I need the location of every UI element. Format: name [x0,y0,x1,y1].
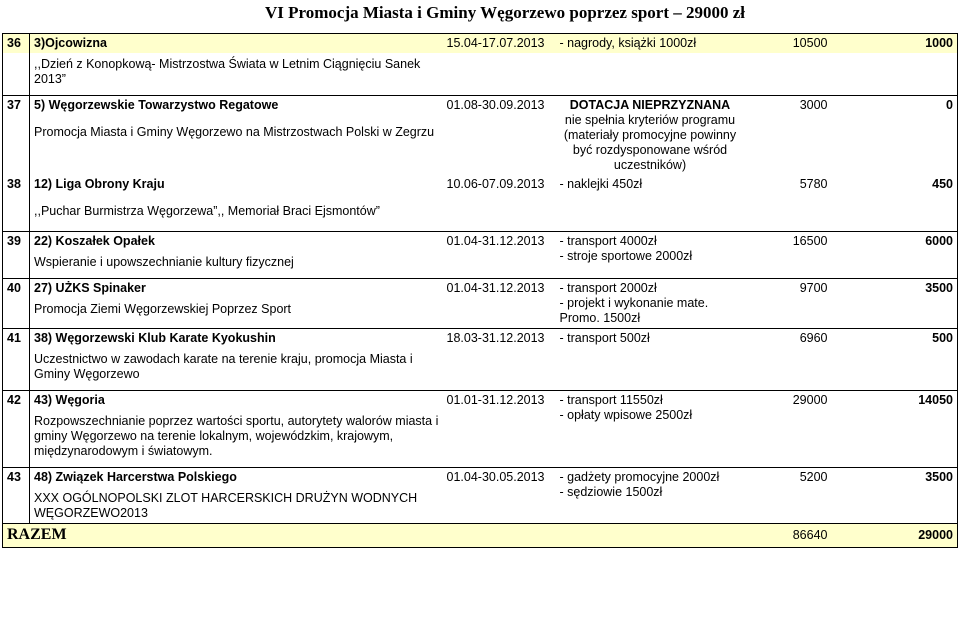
note-line: - transport 2000zł [559,281,657,295]
org-name: 48) Związek Harcerstwa Polskiego [34,470,237,484]
date-range: 15.04-17.07.2013 [443,34,556,54]
date-range: 01.04-30.05.2013 [443,468,556,524]
requested-amount: 9700 [745,279,832,329]
date-range: 01.08-30.09.2013 [446,98,545,112]
total-granted: 29000 [832,524,958,548]
table-row [3,232,958,279]
project-description: Promocja Ziemi Węgorzewskiej Poprzez Sport [34,302,292,316]
row-number: 42 [3,391,30,468]
granted-amount: 3500 [832,279,958,329]
requested-amount: 16500 [745,232,832,279]
org-name: 22) Koszałek Opałek [34,234,155,248]
note-line: - stroje sportowe 2000zł [559,249,693,263]
org-name: 43) Węgoria [34,393,105,407]
granted-amount: 3500 [832,468,958,524]
note-line: - transport 500zł [559,331,650,345]
granted-amount: 1000 [832,34,958,54]
note-line: - nagrody, książki 1000zł [559,36,697,50]
org-name: 38) Węgorzewski Klub Karate Kyokushin [34,331,276,345]
project-description: XXX OGÓLNOPOLSKI ZLOT HARCERSKICH DRUŻYN WODNYCH WĘGORZEWO2013 [34,491,418,520]
org-name: 12) Liga Obrony Kraju [34,177,165,191]
note-line: - gadżety promocyjne 2000zł [559,470,720,484]
total-label: RAZEM [7,526,67,543]
total-row [3,524,958,548]
total-requested: 86640 [745,524,832,548]
note-line: - naklejki 450zł [559,177,643,191]
project-description: Wspieranie i upowszechnianie kultury fizycznej [34,255,294,269]
granted-amount: 450 [832,175,958,232]
note-line: - transport 11550zł [559,393,663,407]
table-row [3,391,958,468]
date-range: 10.06-07.09.2013 [446,177,545,191]
org-name: 3)Ojcowizna [34,36,107,50]
note-line: - opłaty wpisowe 2500zł [559,408,693,422]
requested-amount: 6960 [745,329,832,391]
table-row [3,175,958,232]
project-description: Uczestnictwo w zawodach karate na terenie kraju, promocja Miasta i Gminy Węgorzewo [34,352,413,381]
granted-amount: 14050 [832,391,958,468]
note-line: nie spełnia kryteriów programu (materiały promocyjne powinny być rozdysponowane wśród uczestników) [563,113,737,172]
table-row [3,53,958,96]
org-name: 5) Węgorzewskie Towarzystwo Regatowe [34,98,279,112]
requested-amount: 3000 [799,98,828,112]
project-description: ,,Dzień z Konopkową- Mistrzostwa Świata w Letnim Ciągnięciu Sanek 2013” [34,57,421,86]
table-row [3,279,958,329]
project-description: Rozpowszechnianie poprzez wartości sportu, autorytety walorów miasta i gminy Węgorzewo na terenie lokalnym, wojewódzkim, krajowym, międzynarodowym i światowym. [34,414,439,458]
table-row [3,468,958,524]
date-range: 01.04-31.12.2013 [443,232,556,279]
rejection-title: DOTACJA NIEPRZYZNANA [569,98,731,112]
granted-amount: 500 [832,329,958,391]
date-range: 01.04-31.12.2013 [443,279,556,329]
row-number: 37 [3,96,30,176]
row-number: 41 [3,329,30,391]
project-description: ,,Puchar Burmistrza Węgorzewa”,, Memoriał Braci Ejsmontów” [34,204,380,218]
org-name: 27) UŻKS Spinaker [34,281,146,295]
table-row [3,329,958,391]
requested-amount: 29000 [745,391,832,468]
date-range: 01.01-31.12.2013 [443,391,556,468]
row-number: 36 [3,34,30,54]
granted-amount: 0 [832,96,958,176]
table-row [3,96,958,176]
grants-table [2,33,958,548]
granted-amount: 6000 [832,232,958,279]
row-number: 39 [3,232,30,279]
date-range: 18.03-31.12.2013 [443,329,556,391]
row-number: 38 [3,175,30,232]
row-number: 43 [3,468,30,524]
note-line: - transport 4000zł [559,234,657,248]
requested-amount: 10500 [745,34,832,54]
requested-amount: 5780 [799,177,828,191]
note-line: - sędziowie 1500zł [559,485,663,499]
project-description: Promocja Miasta i Gminy Węgorzewo na Mistrzostwach Polski w Zegrzu [34,125,435,139]
requested-amount: 5200 [745,468,832,524]
page-title: VI Promocja Miasta i Gminy Węgorzewo poprzez sport – 29000 zł [265,3,746,22]
note-line: - projekt i wykonanie mate. Promo. 1500zł [559,296,709,325]
row-number: 40 [3,279,30,329]
table-row [3,34,958,54]
